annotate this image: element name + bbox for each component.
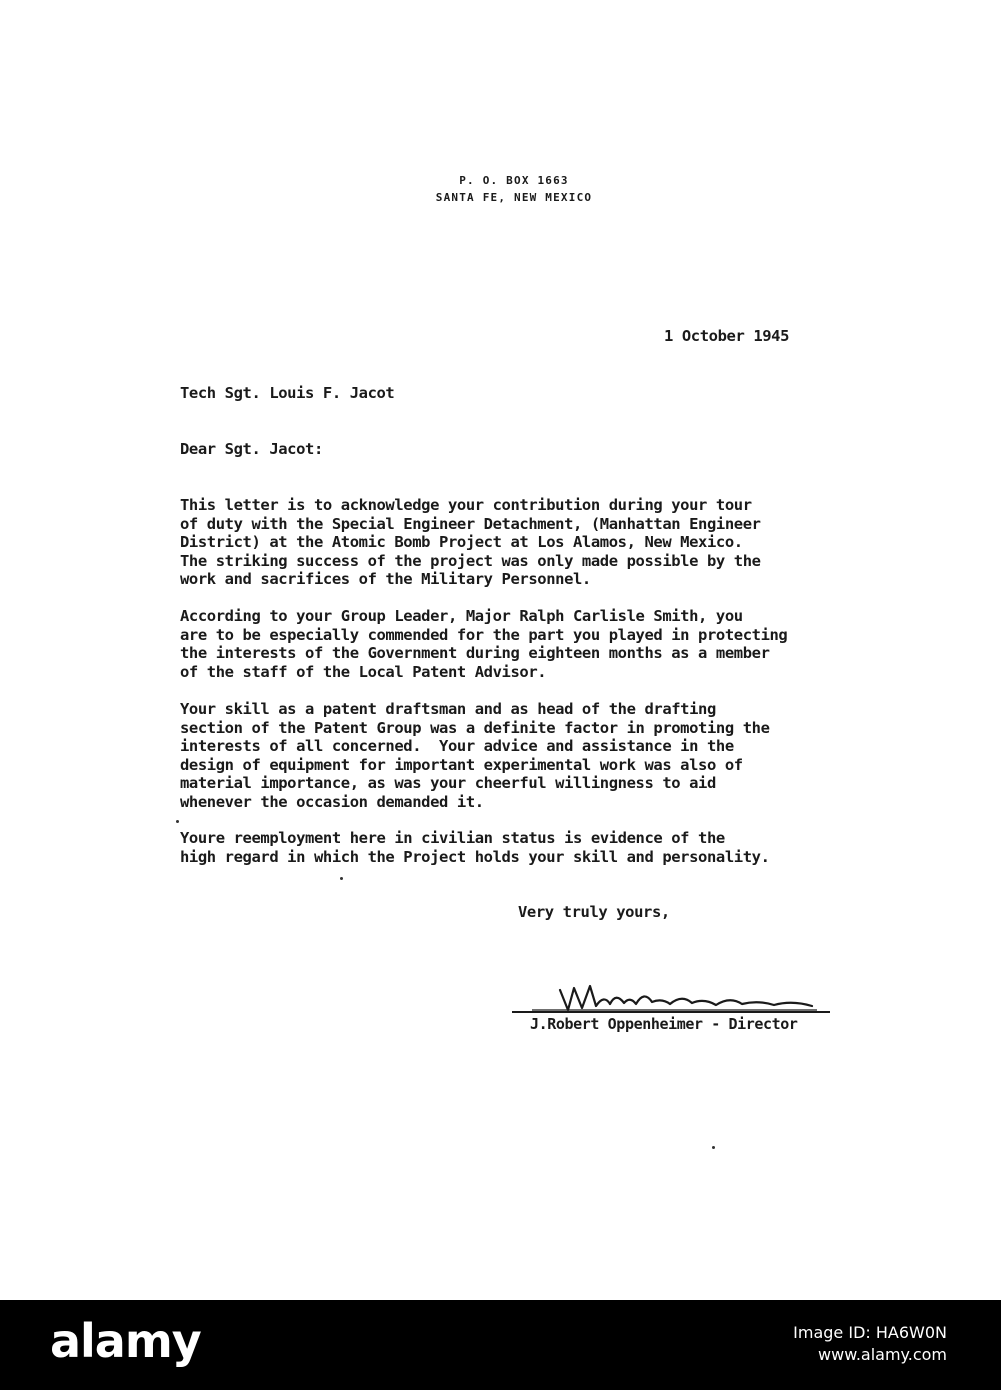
recipient: Tech Sgt. Louis F. Jacot <box>180 384 395 402</box>
paragraph-3: Your skill as a patent draftsman and as head of the drafting section of the Patent Group was a definite factor in promoting the interests of all concerned. Your advice and assistance in the design of equipment for important experimental work was also of material importance, as was your cheerful willingness to aid whenever the occasion demanded it. <box>180 700 770 811</box>
signature-line <box>512 1011 830 1013</box>
letterhead-city: SANTA FE, NEW MEXICO <box>435 191 593 204</box>
paragraph-2: According to your Group Leader, Major Ralph Carlisle Smith, you are to be especially commended for the part you played in protecting the interests of the Government during eighteen months as a member of the staff of the Local Patent Advisor. <box>180 607 788 681</box>
letterhead <box>0 172 1001 206</box>
watermark-info <box>793 1322 947 1366</box>
watermark-site: www.alamy.com <box>818 1345 947 1364</box>
closing: Very truly yours, <box>518 903 670 921</box>
paper-speck <box>340 877 343 880</box>
letter-date: 1 October 1945 <box>664 327 790 345</box>
watermark-bar <box>0 1300 1001 1390</box>
paper-speck <box>712 1146 715 1149</box>
watermark-image-id: Image ID: HA6W0N <box>793 1323 947 1342</box>
paragraph-4: Youre reemployment here in civilian status is evidence of the high regard in which the Project holds your skill and personality. <box>180 829 770 866</box>
paper-speck <box>176 820 179 823</box>
watermark-logo: alamy <box>50 1314 201 1368</box>
signer-name: J.Robert Oppenheimer - Director <box>530 1015 798 1033</box>
letterhead-po-box: P. O. BOX 1663 <box>459 174 569 187</box>
paragraph-1: This letter is to acknowledge your contribution during your tour of duty with the Special Engineer Detachment, (Manhattan Engineer District) at the Atomic Bomb Project at Los Alamos, New Mexico. The striking success of the project was only made possible by the work and sacrifices of the Military Personnel. <box>180 496 761 588</box>
salutation: Dear Sgt. Jacot: <box>180 440 323 458</box>
handwritten-signature <box>512 976 832 1016</box>
